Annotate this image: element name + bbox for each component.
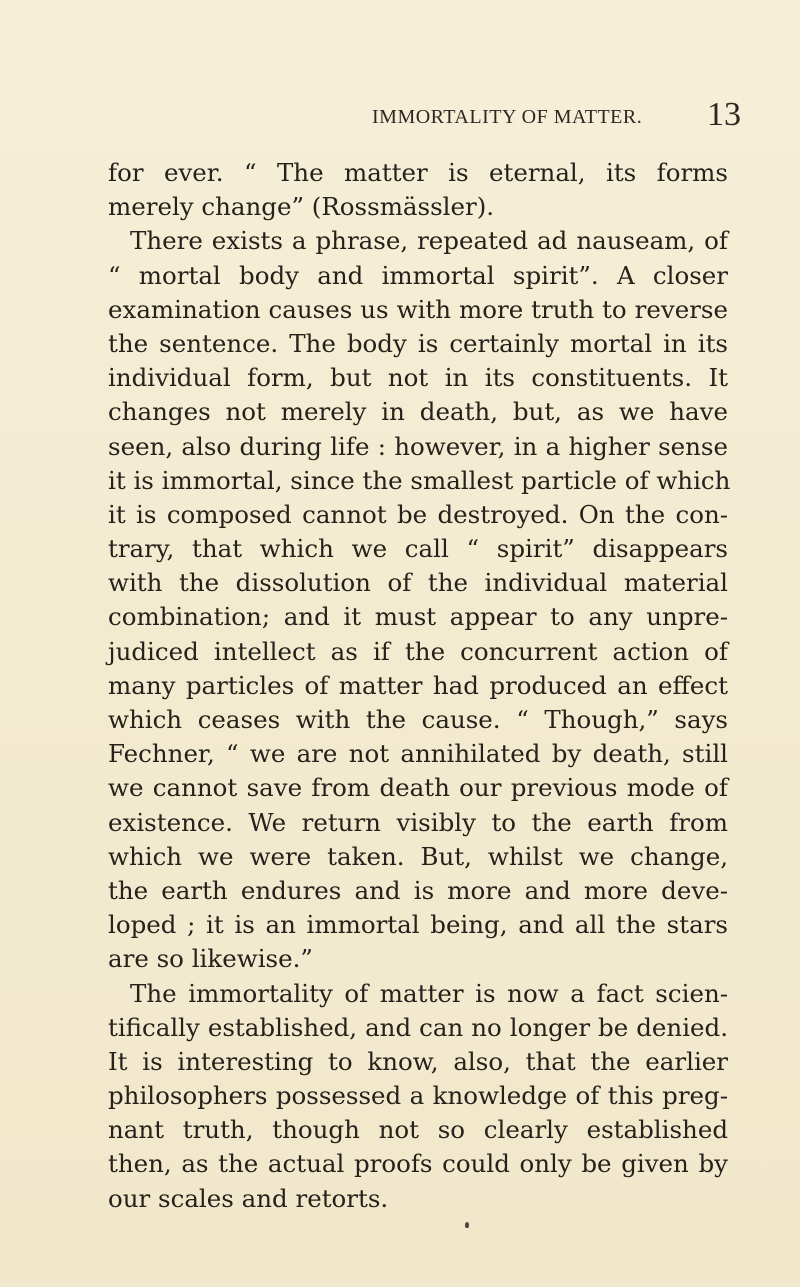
text-line: There exists a phrase, repeated ad nauseam, of bbox=[130, 226, 728, 256]
text-line: the earth endures and is more and more deve- bbox=[108, 875, 728, 905]
text-line: tifically established, and can no longer be denied. bbox=[108, 1012, 728, 1042]
text-line: individual form, but not in its constituents. It bbox=[108, 363, 728, 393]
text-line: examination causes us with more truth to reverse bbox=[108, 294, 728, 324]
text-line: changes not merely in death, but, as we have bbox=[108, 397, 728, 427]
text-line: it is immortal, since the smallest particle of which bbox=[108, 465, 731, 495]
running-header: IMMORTALITY OF MATTER. bbox=[372, 106, 643, 128]
text-line: philosophers possessed a knowledge of this preg- bbox=[108, 1081, 728, 1111]
text-line: judiced intellect as if the concurrent action of bbox=[108, 636, 728, 666]
text-line: The immortality of matter is now a fact scien- bbox=[130, 978, 728, 1008]
text-line: many particles of matter had produced an effect bbox=[108, 670, 728, 700]
page-number: 13 bbox=[707, 96, 741, 133]
text-line: our scales and retorts. bbox=[108, 1183, 389, 1213]
text-line: Fechner, “ we are not annihilated by death, still bbox=[108, 739, 728, 769]
text-line: it is composed cannot be destroyed. On the con- bbox=[108, 499, 728, 529]
text-line: nant truth, though not so clearly established bbox=[108, 1115, 728, 1145]
text-line: existence. We return visibly to the earth from bbox=[108, 807, 728, 837]
text-line: which ceases with the cause. “ Though,” says bbox=[108, 705, 728, 734]
text-line: which we were taken. But, whilst we change, bbox=[108, 841, 728, 871]
text-line: “ mortal body and immortal spirit”. A closer bbox=[108, 260, 728, 290]
text-line: It is interesting to know, also, that the earlier bbox=[108, 1046, 728, 1076]
text-line: then, as the actual proofs could only be given by bbox=[108, 1149, 728, 1179]
text-line: we cannot save from death our previous mode of bbox=[108, 773, 728, 803]
text-line: are so likewise.” bbox=[108, 944, 313, 974]
text-line: merely change” (Rossmässler). bbox=[108, 192, 495, 222]
text-line: the sentence. The body is certainly mortal in its bbox=[108, 328, 728, 358]
text-line: seen, also during life : however, in a higher sense bbox=[108, 431, 728, 461]
ink-speck bbox=[465, 1222, 469, 1228]
text-line: for ever. “ The matter is eternal, its forms bbox=[108, 158, 728, 187]
text-line: combination; and it must appear to any unpre- bbox=[108, 602, 728, 632]
body-text bbox=[108, 156, 731, 1216]
text-line: trary, that which we call “ spirit” disappears bbox=[108, 534, 728, 564]
text-line: with the dissolution of the individual material bbox=[108, 568, 728, 598]
text-line: loped ; it is an immortal being, and all the stars bbox=[108, 910, 728, 940]
